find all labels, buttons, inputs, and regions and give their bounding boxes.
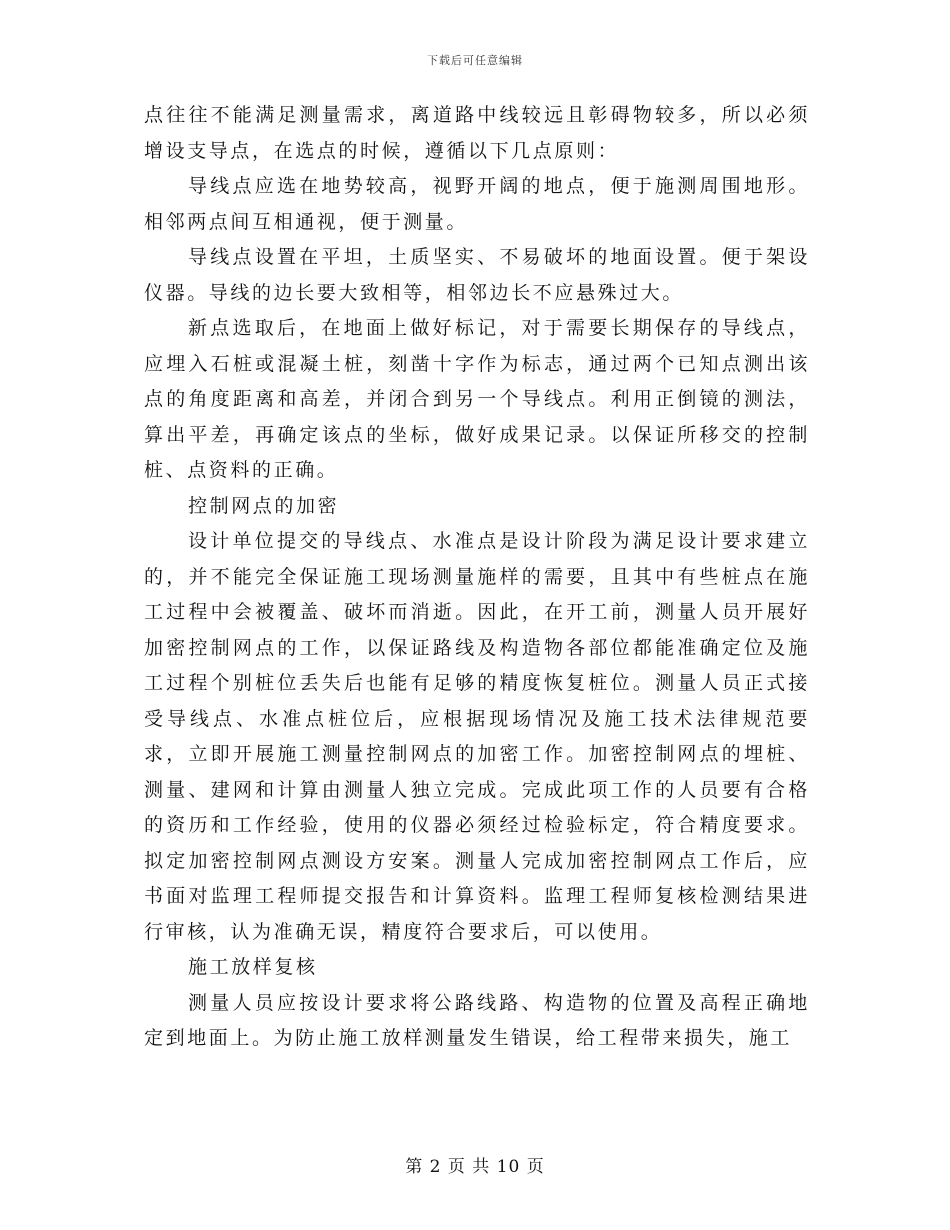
paragraph-layout-check: 测量人员应按设计要求将公路线路、构造物的位置及高程正确地定到地面上。为防止施工放样测量发生错误，给工程带来损失，施工 [144, 991, 810, 1049]
paragraph-principle-high-ground: 导线点应选在地势较高，视野开阔的地点，便于施测周围地形。相邻两点间互相通视，便于测量。 [144, 175, 810, 233]
paragraph-principle-flat-ground: 导线点设置在平坦，土质坚实、不易破坏的地面设置。便于架设仪器。导线的边长要大致相等，相邻边长不应悬殊过大。 [144, 246, 810, 304]
paragraph-new-point-marking: 新点选取后，在地面上做好标记，对于需要长期保存的导线点，应埋入石桩或混凝土桩，刻凿十字作为标志，通过两个已知点测出该点的角度距离和高差，并闭合到另一个导线点。利用正倒镜的测法，算出平差，再确定该点的坐标，做好成果记录。以保证所移交的控制桩、点资料的正确。 [144, 317, 810, 481]
footer-total-pages: 10 [496, 1157, 521, 1177]
section-heading-control-densification: 控制网点的加密 [188, 494, 340, 517]
document-body [144, 98, 810, 1057]
page-header: 下载后可任意编辑 [427, 54, 523, 67]
page-footer [0, 1152, 950, 1177]
footer-page-number: 2 [429, 1157, 442, 1177]
section-heading-layout-check: 施工放样复核 [188, 956, 318, 978]
footer-prefix: 第 [405, 1157, 424, 1177]
paragraph-continuation: 点往往不能满足测量需求，离道路中线较远且彰碍物较多，所以必须增设支导点，在选点的时候，遵循以下几点原则： [144, 104, 810, 162]
footer-middle: 页 共 [447, 1157, 491, 1177]
footer-suffix: 页 [526, 1157, 545, 1177]
paragraph-control-densification: 设计单位提交的导线点、水准点是设计阶段为满足设计要求建立的，并不能完全保证施工现场测量施样的需要，且其中有些桩点在施工过程中会被覆盖、破坏而消逝。因此，在开工前，测量人员开展好加密控制网点的工作，以保证路线及构造物各部位都能准确定位及施工过程个别桩位丢失后也能有足够的精度恢复桩位。测量人员正式接受导线点、水准点桩位后，应根据现场情况及施工技术法律规范要求，立即开展施工测量控制网点的加密工作。加密控制网点的埋桩、测量、建网和计算由测量人独立完成。完成此项工作的人员要有合格的资历和工作经验，使用的仪器必须经过检验标定，符合精度要求。拟定加密控制网点测设方安案。测量人完成加密控制网点工作后，应书面对监理工程师提交报告和计算资料。监理工程师复核检测结果进行审核，认为准确无误，精度符合要求后，可以使用。 [144, 530, 810, 943]
